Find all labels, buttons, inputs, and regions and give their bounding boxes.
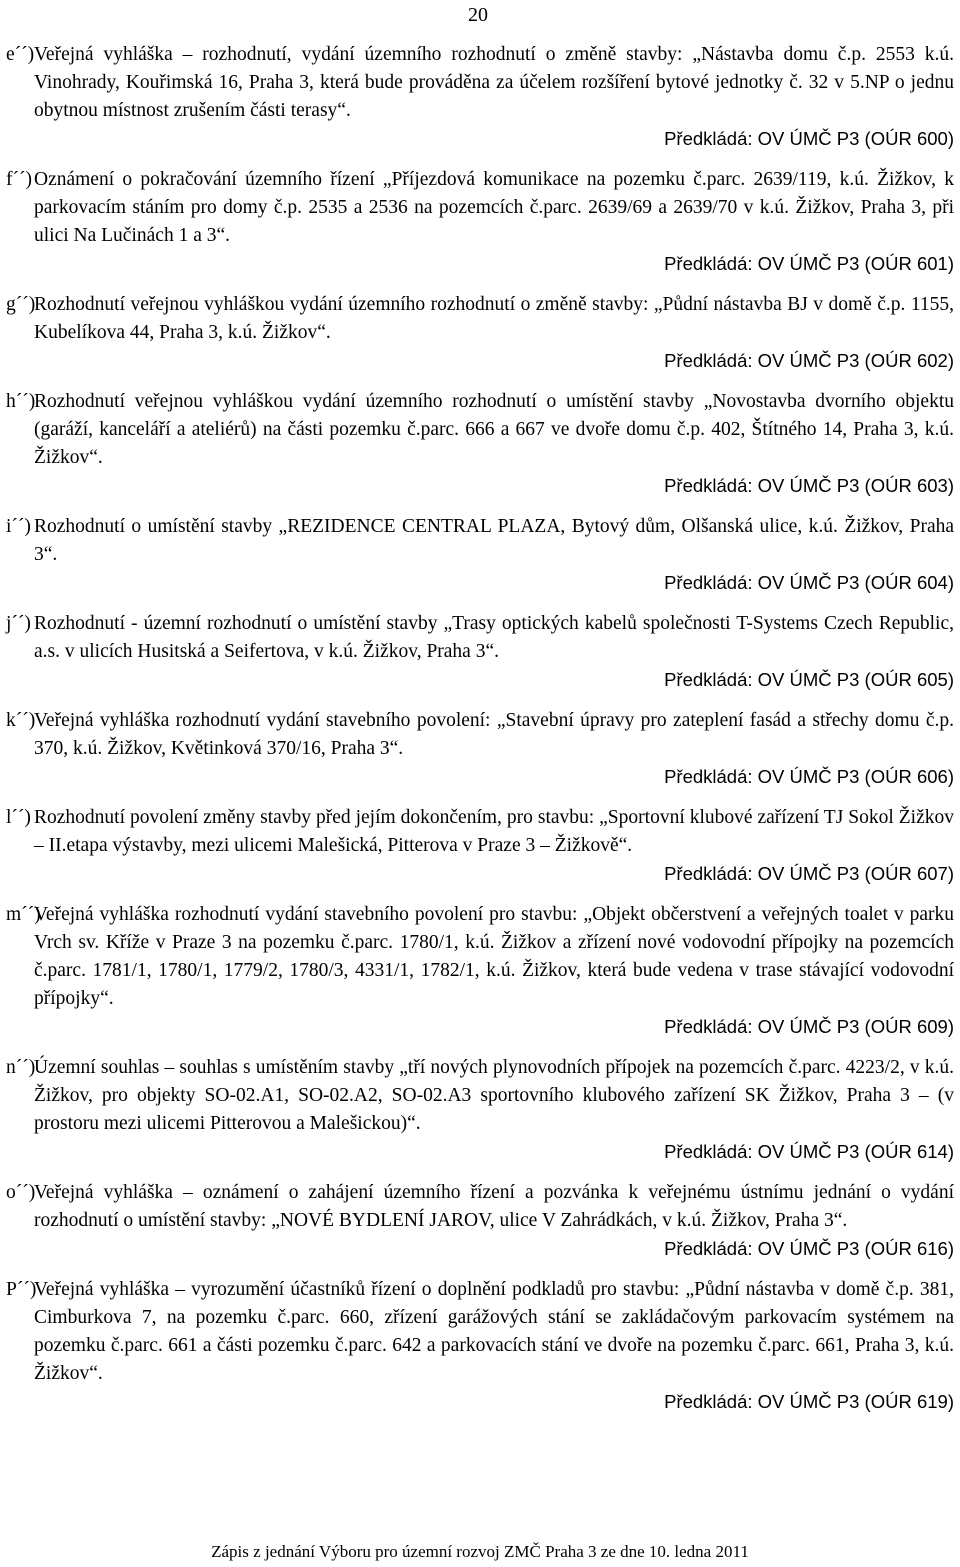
agenda-item	[6, 41, 954, 153]
item-proposer: Předkládá: OV ÚMČ P3 (OÚR 606)	[664, 766, 954, 787]
item-text: Rozhodnutí o umístění stavby „REZIDENCE CENTRAL PLAZA, Bytový dům, Olšanská ulice, k.ú. Žižkov, Praha 3“.	[34, 516, 954, 565]
agenda-item	[6, 291, 954, 375]
item-proposer: Předkládá: OV ÚMČ P3 (OÚR 601)	[664, 253, 954, 274]
item-label: j´´)	[6, 613, 31, 634]
item-text: Oznámení o pokračování územního řízení „Příjezdová komunikace na pozemku č.parc. 2639/119, k.ú. Žižkov, k parkovacím stáním pro domy č.p. 2535 a 2536 na pozemcích č.parc. 2639/69 a 2639/70 v k.ú. Žižkov, Praha 3, při ulici Na Lučinách 1 a 3“.	[34, 169, 954, 246]
item-text: Veřejná vyhláška – vyrozumění účastníků řízení o doplnění podkladů pro stavbu: „Půdní nástavba v domě č.p. 381, Cimburkova 7, na pozemku č.parc. 660, zřízení garážových stání se zakládačovým parkovacím systémem na pozemku č.parc. 661 a části pozemku č.parc. 642 a parkovacích stání ve dvoře na pozemku č.parc. 661, Praha 3, k.ú. Žižkov“.	[34, 1279, 954, 1384]
item-label: e´´)	[6, 44, 35, 65]
item-text: Veřejná vyhláška rozhodnutí vydání stavebního povolení pro stavbu: „Objekt občerstvení a veřejných toalet v parku Vrch sv. Kříže v Praze 3 na pozemku č.parc. 1780/1, k.ú. Žižkov a zřízení nové vodovodní přípojky na pozemcích č.parc. 1781/1, 1780/1, 1779/2, 1780/3, 4331/1, 1782/1, k.ú. Žižkov, která bude vedena v trase stávající vodovodní přípojky“.	[34, 904, 954, 1009]
item-proposer: Předkládá: OV ÚMČ P3 (OÚR 616)	[664, 1238, 954, 1259]
agenda-item	[6, 388, 954, 500]
agenda-item	[6, 1054, 954, 1166]
item-text: Rozhodnutí veřejnou vyhláškou vydání územního rozhodnutí o změně stavby: „Půdní nástavba BJ v domě č.p. 1155, Kubelíkova 44, Praha 3, k.ú. Žižkov“.	[34, 294, 954, 343]
item-label: g´´)	[6, 294, 36, 315]
item-label: h´´)	[6, 391, 36, 412]
item-text: Veřejná vyhláška – oznámení o zahájení územního řízení a pozvánka k veřejnému ústnímu jednání o vydání rozhodnutí o umístění stavby: „NOVÉ BYDLENÍ JAROV, ulice V Zahrádkách, v k.ú. Žižkov, Praha 3“.	[34, 1182, 954, 1231]
item-text: Územní souhlas – souhlas s umístěním stavby „tří nových plynovodních přípojek na pozemcích č.parc. 4223/2, v k.ú. Žižkov, pro objekty SO-02.A1, SO-02.A2, SO-02.A3 sportovního klubového zařízení SK Žižkov, Praha 3 – (v prostoru mezi ulicemi Pitterovou a Malešickou)“.	[34, 1057, 954, 1134]
item-proposer: Předkládá: OV ÚMČ P3 (OÚR 614)	[664, 1141, 954, 1162]
item-label: l´´)	[6, 807, 31, 828]
item-label: n´´)	[6, 1057, 36, 1078]
item-label: i´´)	[6, 516, 31, 537]
item-proposer: Předkládá: OV ÚMČ P3 (OÚR 604)	[664, 572, 954, 593]
agenda-item	[6, 1179, 954, 1263]
item-proposer: Předkládá: OV ÚMČ P3 (OÚR 619)	[664, 1391, 954, 1412]
agenda-item	[6, 901, 954, 1041]
item-text: Rozhodnutí povolení změny stavby před jejím dokončením, pro stavbu: „Sportovní klubové zařízení TJ Sokol Žižkov – II.etapa výstavby, mezi ulicemi Malešická, Pitterova v Praze 3 – Žižkově“.	[34, 807, 954, 856]
item-proposer: Předkládá: OV ÚMČ P3 (OÚR 603)	[664, 475, 954, 496]
item-proposer: Předkládá: OV ÚMČ P3 (OÚR 609)	[664, 1016, 954, 1037]
item-label: P´´)	[6, 1279, 37, 1300]
agenda-item	[6, 707, 954, 791]
agenda-item	[6, 1276, 954, 1416]
page-number: 20	[468, 4, 488, 26]
item-text: Rozhodnutí veřejnou vyhláškou vydání územního rozhodnutí o umístění stavby „Novostavba dvorního objektu (garáží, kanceláří a ateliérů) na části pozemku č.parc. 666 a 667 ve dvoře domu č.p. 402, Štítného 14, Praha 3, k.ú. Žižkov“.	[34, 391, 954, 468]
agenda-item	[6, 513, 954, 597]
item-proposer: Předkládá: OV ÚMČ P3 (OÚR 600)	[664, 128, 954, 149]
agenda-item	[6, 804, 954, 888]
item-label: m´´)	[6, 904, 41, 925]
item-text: Rozhodnutí - územní rozhodnutí o umístění stavby „Trasy optických kabelů společnosti T-Systems Czech Republic, a.s. v ulicích Husitská a Seifertova, v k.ú. Žižkov, Praha 3“.	[34, 613, 954, 662]
item-text: Veřejná vyhláška – rozhodnutí, vydání územního rozhodnutí o změně stavby: „Nástavba domu č.p. 2553 k.ú. Vinohrady, Kouřimská 16, Praha 3, která bude prováděna za účelem rozšíření bytové jednotky č. 32 v 5.NP o jednu obytnou místnost zrušením části terasy“.	[34, 44, 954, 121]
item-label: k´´)	[6, 710, 36, 731]
item-text: Veřejná vyhláška rozhodnutí vydání stavebního povolení: „Stavební úpravy pro zateplení fasád a střechy domu č.p. 370, k.ú. Žižkov, Květinková 370/16, Praha 3“.	[34, 710, 954, 759]
item-proposer: Předkládá: OV ÚMČ P3 (OÚR 605)	[664, 669, 954, 690]
item-label: o´´)	[6, 1182, 36, 1203]
item-label: f´´)	[6, 169, 32, 190]
agenda-item	[6, 610, 954, 694]
agenda-items	[6, 41, 954, 1429]
item-proposer: Předkládá: OV ÚMČ P3 (OÚR 602)	[664, 350, 954, 371]
page-footer: Zápis z jednání Výboru pro územní rozvoj ZMČ Praha 3 ze dne 10. ledna 2011	[211, 1542, 749, 1561]
item-proposer: Předkládá: OV ÚMČ P3 (OÚR 607)	[664, 863, 954, 884]
agenda-item	[6, 166, 954, 278]
